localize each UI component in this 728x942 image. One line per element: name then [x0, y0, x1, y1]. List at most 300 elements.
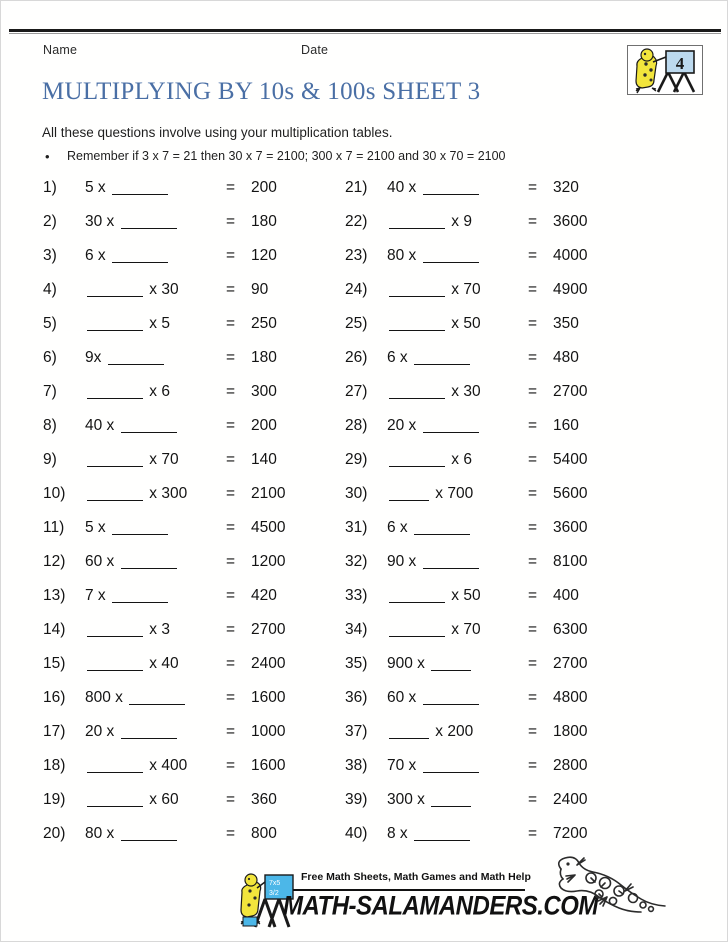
expression-operand-left: 6 x [387, 519, 412, 536]
question-number: 22) [345, 213, 368, 230]
expression-operand-right: x 40 [145, 655, 179, 672]
question-expression [85, 451, 179, 469]
answer-blank[interactable] [414, 534, 470, 535]
question-number: 11) [43, 519, 65, 536]
question-expression [387, 213, 472, 231]
question-expression [387, 689, 481, 707]
question-number: 39) [345, 791, 368, 808]
question-product: 4000 [553, 247, 588, 264]
question-expression [387, 723, 473, 741]
expression-operand-left: 6 x [85, 247, 110, 264]
question-number: 23) [345, 247, 368, 264]
equals-sign: = [226, 723, 236, 740]
question-product: 8100 [553, 553, 588, 570]
question-product: 1000 [251, 723, 286, 740]
equals-sign: = [226, 315, 236, 332]
question-number: 36) [345, 689, 368, 706]
question-product: 1200 [251, 553, 286, 570]
question-product: 320 [553, 179, 579, 196]
question-row [43, 413, 343, 447]
question-number: 13) [43, 587, 66, 604]
question-number: 29) [345, 451, 368, 468]
question-number: 32) [345, 553, 368, 570]
question-number: 6) [43, 349, 57, 366]
question-row [345, 481, 645, 515]
answer-blank[interactable] [389, 466, 445, 467]
answer-blank[interactable] [389, 500, 429, 501]
question-row [43, 447, 343, 481]
answer-blank[interactable] [389, 398, 445, 399]
intro-bullet-text: Remember if 3 x 7 = 21 then 30 x 7 = 2100; 300 x 7 = 2100 and 30 x 70 = 2100 [67, 149, 506, 163]
equals-sign: = [528, 553, 538, 570]
equals-sign: = [528, 587, 538, 604]
bullet-icon: • [45, 149, 50, 164]
equals-sign: = [528, 621, 538, 638]
question-expression [85, 417, 179, 435]
question-number: 31) [345, 519, 368, 536]
equals-sign: = [528, 213, 538, 230]
question-expression [85, 315, 170, 333]
grade-number: 4 [675, 54, 685, 73]
expression-operand-left: 5 x [85, 179, 110, 196]
question-product: 420 [251, 587, 277, 604]
equals-sign: = [528, 417, 538, 434]
equals-sign: = [226, 689, 236, 706]
question-product: 140 [251, 451, 277, 468]
equals-sign: = [226, 587, 236, 604]
question-row [43, 549, 343, 583]
question-row [345, 311, 645, 345]
question-number: 37) [345, 723, 368, 740]
expression-operand-left: 7 x [85, 587, 110, 604]
question-expression [387, 655, 473, 673]
answer-blank[interactable] [87, 466, 143, 467]
expression-operand-left: 40 x [387, 179, 421, 196]
answer-blank[interactable] [431, 806, 471, 807]
expression-operand-left: 900 x [387, 655, 430, 672]
footer-tagline: Free Math Sheets, Math Games and Math Help [301, 871, 531, 883]
question-product: 350 [553, 315, 579, 332]
footer-url: MATH-SALAMANDERS.COM [283, 891, 598, 922]
equals-sign: = [528, 383, 538, 400]
expression-operand-left: 80 x [85, 825, 119, 842]
question-row [345, 447, 645, 481]
name-label: Name [43, 43, 78, 57]
question-row [345, 209, 645, 243]
question-expression [387, 621, 481, 639]
question-product: 180 [251, 349, 277, 366]
intro-line: All these questions involve using your multiplication tables. [42, 125, 393, 140]
question-row [43, 787, 343, 821]
question-number: 7) [43, 383, 57, 400]
question-product: 1600 [251, 689, 286, 706]
question-expression [85, 757, 187, 775]
question-row [43, 481, 343, 515]
question-number: 18) [43, 757, 66, 774]
answer-blank[interactable] [87, 636, 143, 637]
question-number: 1) [43, 179, 57, 196]
question-number: 21) [345, 179, 368, 196]
question-expression [387, 791, 473, 809]
answer-blank[interactable] [121, 840, 177, 841]
question-product: 480 [553, 349, 579, 366]
question-product: 120 [251, 247, 277, 264]
question-expression [85, 553, 179, 571]
question-number: 20) [43, 825, 66, 842]
answer-blank[interactable] [87, 296, 143, 297]
question-product: 200 [251, 417, 277, 434]
date-label: Date [301, 43, 329, 57]
equals-sign: = [226, 825, 236, 842]
question-expression [85, 383, 170, 401]
question-row [345, 175, 645, 209]
equals-sign: = [528, 179, 538, 196]
expression-operand-right: x 5 [145, 315, 170, 332]
question-number: 17) [43, 723, 66, 740]
question-product: 200 [251, 179, 277, 196]
equals-sign: = [528, 451, 538, 468]
expression-operand-right: x 70 [145, 451, 179, 468]
answer-blank[interactable] [431, 670, 471, 671]
expression-operand-left: 60 x [387, 689, 421, 706]
answer-blank[interactable] [414, 364, 470, 365]
question-row [43, 311, 343, 345]
answer-blank[interactable] [87, 772, 143, 773]
expression-operand-left: 80 x [387, 247, 421, 264]
equals-sign: = [226, 621, 236, 638]
question-expression [387, 417, 481, 435]
question-product: 2700 [553, 655, 588, 672]
svg-text:3/2: 3/2 [269, 890, 279, 897]
question-product: 1600 [251, 757, 286, 774]
question-expression [387, 451, 472, 469]
equals-sign: = [528, 281, 538, 298]
answer-blank[interactable] [389, 738, 429, 739]
header-rule [9, 29, 721, 32]
expression-operand-right: x 50 [447, 315, 481, 332]
question-expression [85, 655, 179, 673]
question-expression [387, 281, 481, 299]
equals-sign: = [528, 349, 538, 366]
grade-badge [627, 45, 703, 95]
question-expression [85, 349, 166, 367]
answer-blank[interactable] [121, 228, 177, 229]
expression-operand-left: 90 x [387, 553, 421, 570]
question-expression [85, 791, 179, 809]
question-row [43, 277, 343, 311]
question-product: 7200 [553, 825, 588, 842]
expression-operand-right: x 300 [145, 485, 188, 502]
expression-operand-left: 9x [85, 349, 106, 366]
question-row [43, 515, 343, 549]
question-number: 40) [345, 825, 368, 842]
question-product: 2700 [553, 383, 588, 400]
question-expression [387, 485, 473, 503]
answer-blank[interactable] [414, 840, 470, 841]
equals-sign: = [528, 519, 538, 536]
question-expression [387, 587, 481, 605]
equals-sign: = [226, 247, 236, 264]
expression-operand-right: x 6 [145, 383, 170, 400]
question-row [345, 583, 645, 617]
question-row [345, 651, 645, 685]
question-expression [85, 281, 179, 299]
equals-sign: = [226, 791, 236, 808]
equals-sign: = [226, 417, 236, 434]
question-expression [85, 621, 170, 639]
question-row [43, 209, 343, 243]
answer-blank[interactable] [423, 568, 479, 569]
answer-blank[interactable] [112, 194, 168, 195]
question-product: 2400 [251, 655, 286, 672]
question-number: 4) [43, 281, 57, 298]
question-expression [85, 723, 179, 741]
equals-sign: = [226, 179, 236, 196]
equals-sign: = [226, 451, 236, 468]
question-row [345, 753, 645, 787]
answer-blank[interactable] [87, 806, 143, 807]
question-number: 35) [345, 655, 368, 672]
expression-operand-left: 5 x [85, 519, 110, 536]
expression-operand-right: x 9 [447, 213, 472, 230]
question-number: 14) [43, 621, 66, 638]
answer-blank[interactable] [121, 432, 177, 433]
question-number: 30) [345, 485, 368, 502]
answer-blank[interactable] [87, 500, 143, 501]
question-expression [387, 757, 481, 775]
expression-operand-left: 70 x [387, 757, 421, 774]
question-expression [387, 179, 481, 197]
answer-blank[interactable] [389, 296, 445, 297]
question-product: 90 [251, 281, 269, 298]
question-number: 26) [345, 349, 368, 366]
expression-operand-right: x 6 [447, 451, 472, 468]
equals-sign: = [528, 689, 538, 706]
expression-operand-right: x 30 [145, 281, 179, 298]
question-row [43, 379, 343, 413]
question-expression [85, 825, 179, 843]
answer-blank[interactable] [87, 398, 143, 399]
question-row [345, 379, 645, 413]
question-row [345, 277, 645, 311]
equals-sign: = [226, 553, 236, 570]
question-number: 38) [345, 757, 368, 774]
equals-sign: = [226, 383, 236, 400]
question-row [43, 345, 343, 379]
question-expression [85, 587, 170, 605]
question-product: 2100 [251, 485, 286, 502]
question-product: 6300 [553, 621, 588, 638]
answer-blank[interactable] [112, 534, 168, 535]
expression-operand-left: 20 x [387, 417, 421, 434]
intro-bullet [45, 149, 506, 165]
question-row [43, 685, 343, 719]
expression-operand-right: x 400 [145, 757, 188, 774]
question-column-left [43, 175, 343, 855]
answer-blank[interactable] [129, 704, 185, 705]
answer-blank[interactable] [121, 738, 177, 739]
question-expression [85, 519, 170, 537]
equals-sign: = [528, 723, 538, 740]
question-number: 8) [43, 417, 57, 434]
question-row [43, 583, 343, 617]
question-product: 4500 [251, 519, 286, 536]
header-rule-thin [9, 33, 721, 34]
answer-blank[interactable] [108, 364, 164, 365]
question-number: 10) [43, 485, 66, 502]
question-number: 2) [43, 213, 57, 230]
question-expression [387, 825, 472, 843]
question-product: 360 [251, 791, 277, 808]
question-number: 34) [345, 621, 368, 638]
equals-sign: = [528, 825, 538, 842]
equals-sign: = [528, 485, 538, 502]
expression-operand-right: x 70 [447, 281, 481, 298]
question-product: 800 [251, 825, 277, 842]
expression-operand-right: x 3 [145, 621, 170, 638]
question-row [345, 549, 645, 583]
expression-operand-left: 8 x [387, 825, 412, 842]
equals-sign: = [226, 213, 236, 230]
question-row [43, 243, 343, 277]
question-product: 1800 [553, 723, 588, 740]
question-expression [387, 349, 472, 367]
question-product: 3600 [553, 213, 588, 230]
expression-operand-right: x 70 [447, 621, 481, 638]
question-expression [85, 689, 187, 707]
expression-operand-right: x 700 [431, 485, 474, 502]
answer-blank[interactable] [389, 636, 445, 637]
question-number: 27) [345, 383, 368, 400]
question-product: 5400 [553, 451, 588, 468]
question-number: 28) [345, 417, 368, 434]
question-row [345, 821, 645, 855]
svg-text:7x5: 7x5 [269, 880, 281, 887]
question-row [345, 685, 645, 719]
equals-sign: = [226, 655, 236, 672]
question-number: 9) [43, 451, 57, 468]
equals-sign: = [528, 655, 538, 672]
question-number: 16) [43, 689, 66, 706]
question-row [345, 345, 645, 379]
equals-sign: = [528, 315, 538, 332]
expression-operand-left: 60 x [85, 553, 119, 570]
expression-operand-left: 6 x [387, 349, 412, 366]
expression-operand-left: 300 x [387, 791, 430, 808]
question-product: 160 [553, 417, 579, 434]
expression-operand-left: 40 x [85, 417, 119, 434]
answer-blank[interactable] [423, 262, 479, 263]
question-row [43, 175, 343, 209]
answer-blank[interactable] [112, 262, 168, 263]
question-product: 2700 [251, 621, 286, 638]
question-product: 400 [553, 587, 579, 604]
question-product: 250 [251, 315, 277, 332]
question-expression [85, 179, 170, 197]
question-number: 5) [43, 315, 57, 332]
equals-sign: = [226, 281, 236, 298]
expression-operand-left: 20 x [85, 723, 119, 740]
equals-sign: = [226, 757, 236, 774]
question-row [345, 243, 645, 277]
answer-blank[interactable] [87, 670, 143, 671]
question-row [43, 821, 343, 855]
question-product: 180 [251, 213, 277, 230]
question-number: 12) [43, 553, 66, 570]
equals-sign: = [226, 485, 236, 502]
question-expression [387, 383, 481, 401]
question-product: 300 [251, 383, 277, 400]
answer-blank[interactable] [112, 602, 168, 603]
question-product: 2800 [553, 757, 588, 774]
question-row [43, 719, 343, 753]
question-number: 19) [43, 791, 66, 808]
question-number: 3) [43, 247, 57, 264]
question-product: 4800 [553, 689, 588, 706]
question-row [345, 617, 645, 651]
question-column-right [345, 175, 645, 855]
footer-logo [239, 867, 598, 933]
expression-operand-left: 800 x [85, 689, 128, 706]
question-expression [387, 315, 481, 333]
question-expression [387, 247, 481, 265]
question-number: 33) [345, 587, 368, 604]
answer-blank[interactable] [389, 330, 445, 331]
expression-operand-right: x 60 [145, 791, 179, 808]
expression-operand-right: x 200 [431, 723, 474, 740]
question-row [43, 651, 343, 685]
equals-sign: = [528, 757, 538, 774]
question-product: 5600 [553, 485, 588, 502]
question-product: 4900 [553, 281, 588, 298]
question-row [43, 753, 343, 787]
question-row [345, 515, 645, 549]
equals-sign: = [226, 519, 236, 536]
expression-operand-right: x 50 [447, 587, 481, 604]
expression-operand-right: x 30 [447, 383, 481, 400]
question-row [345, 719, 645, 753]
question-number: 15) [43, 655, 66, 672]
answer-blank[interactable] [389, 602, 445, 603]
question-expression [85, 485, 187, 503]
salamander-at-easel-icon [628, 46, 702, 94]
question-expression [387, 519, 472, 537]
answer-blank[interactable] [423, 432, 479, 433]
answer-blank[interactable] [423, 772, 479, 773]
question-number: 25) [345, 315, 368, 332]
question-expression [387, 553, 481, 571]
answer-blank[interactable] [389, 228, 445, 229]
answer-blank[interactable] [423, 704, 479, 705]
equals-sign: = [528, 791, 538, 808]
question-expression [85, 213, 179, 231]
question-product: 3600 [553, 519, 588, 536]
question-row [345, 413, 645, 447]
answer-blank[interactable] [87, 330, 143, 331]
equals-sign: = [226, 349, 236, 366]
question-row [43, 617, 343, 651]
question-row [345, 787, 645, 821]
answer-blank[interactable] [423, 194, 479, 195]
question-product: 2400 [553, 791, 588, 808]
spotted-salamander-outline-icon [547, 853, 673, 923]
equals-sign: = [528, 247, 538, 264]
answer-blank[interactable] [121, 568, 177, 569]
page-title: MULTIPLYING BY 10s & 100s SHEET 3 [42, 78, 481, 105]
question-expression [85, 247, 170, 265]
question-number: 24) [345, 281, 368, 298]
expression-operand-left: 30 x [85, 213, 119, 230]
